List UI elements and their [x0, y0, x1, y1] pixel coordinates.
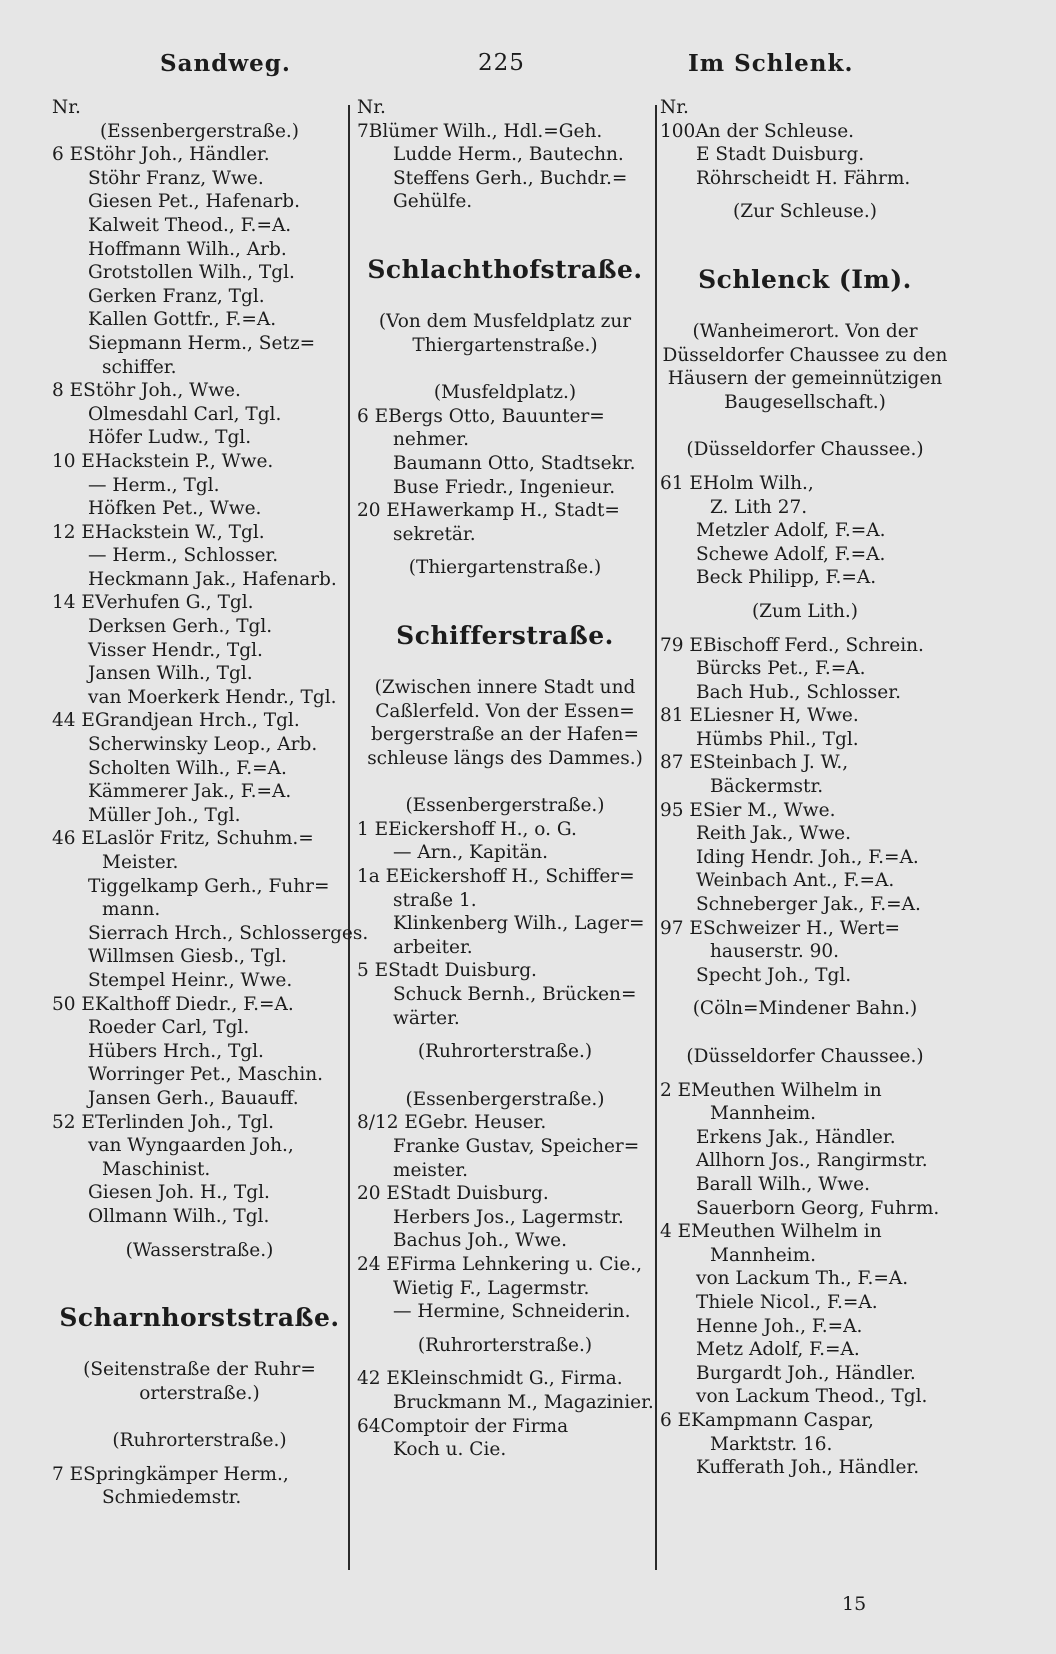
house-entry — [357, 499, 653, 523]
resident-line: van Wyngaarden Joh., — [88, 1135, 294, 1157]
section-note: (Ruhrorterstraße.) — [417, 1041, 593, 1063]
resident-line: Bachus Joh., Wwe. — [393, 1230, 567, 1252]
house-number: 5 E — [357, 960, 389, 982]
house-entry — [660, 1079, 950, 1103]
resident-line: Giesen Pet., Hafenarb. — [88, 191, 300, 213]
house-number: 95 E — [660, 799, 703, 821]
resident-line: Höfken Pet., Wwe. — [88, 498, 262, 520]
house-entry — [660, 751, 950, 775]
section-note: Häusern der gemeinnützigen — [667, 368, 943, 390]
resident-name: Grandjean Hrch., Tgl. — [94, 710, 300, 732]
section-note: (Essenbergerstraße.) — [99, 120, 300, 142]
resident-name: Verhufen G., Tgl. — [94, 592, 254, 614]
house-number: 8/12 E — [357, 1112, 418, 1134]
section-note: (Düsseldorfer Chaussee.) — [686, 1046, 924, 1067]
section-note: (Ruhrorterstraße.) — [112, 1430, 287, 1452]
header-left-street: Sandweg. — [160, 50, 291, 77]
resident-line: Burgardt Joh., Händler. — [696, 1362, 916, 1384]
resident-line: nehmer. — [393, 429, 469, 451]
resident-name: An der Schleuse. — [695, 120, 855, 142]
resident-line: Metzler Adolf, F.=A. — [696, 520, 886, 542]
resident-line: von Lackum Theod., Tgl. — [696, 1386, 928, 1408]
resident-name: Blümer Wilh., Hdl.=Geh. — [368, 120, 603, 142]
house-number: 2 E — [660, 1079, 692, 1101]
resident-line: Thiele Nicol., F.=A. — [696, 1291, 878, 1313]
house-number: 20 E — [357, 500, 400, 522]
spacer — [357, 652, 653, 676]
house-entry — [52, 1463, 347, 1487]
resident-line: Kalweit Theod., F.=A. — [88, 214, 292, 236]
spacer — [660, 1021, 950, 1045]
house-number: 52 E — [52, 1111, 95, 1133]
spacer — [357, 286, 653, 310]
resident-line: Marktstr. 16. — [710, 1433, 833, 1455]
street-title: Scharnhorststraße. — [59, 1303, 340, 1333]
column-3 — [660, 96, 950, 1480]
house-entry — [357, 1182, 653, 1206]
resident-name: Stadt Duisburg. — [388, 960, 537, 982]
house-number: 1 E — [357, 818, 389, 840]
resident-line: van Moerkerk Hendr., Tgl. — [88, 686, 337, 708]
spacer — [660, 190, 950, 200]
resident-line: Koch u. Cie. — [393, 1439, 507, 1461]
resident-name: Comptoir der Firma — [380, 1415, 569, 1437]
resident-line: Worringer Pet., Maschin. — [88, 1064, 324, 1086]
resident-name: Springkämper Herm., — [83, 1463, 289, 1485]
house-entry — [357, 818, 653, 842]
resident-line: Klinkenberg Wilh., Lager= — [393, 913, 645, 935]
spacer — [52, 1405, 347, 1429]
resident-line: Sierrach Hrch., Schlosserges. — [88, 922, 369, 944]
resident-name: Eickershoff H., Schiffer= — [399, 866, 635, 888]
resident-line: Meister. — [102, 852, 179, 873]
resident-line: Baumann Otto, Stadtsekr. — [393, 452, 636, 474]
resident-name: Firma Lehnkering u. Cie., — [399, 1253, 643, 1275]
resident-line: Stöhr Franz, Wwe. — [88, 167, 264, 189]
house-entry — [52, 521, 347, 545]
house-entry — [52, 709, 347, 733]
resident-line: Sauerborn Georg, Fuhrm. — [696, 1197, 940, 1219]
resident-name: Meuthen Wilhelm in — [691, 1221, 882, 1243]
resident-line: Giesen Joh. H., Tgl. — [88, 1182, 270, 1204]
house-entry — [52, 450, 347, 474]
resident-line: — Herm., Schlosser. — [88, 545, 279, 567]
house-number: 1a E — [357, 866, 400, 888]
column-3-entries — [660, 120, 950, 1480]
resident-name: Terlinden Joh., Tgl. — [94, 1111, 275, 1133]
section-note: Thiergartenstraße.) — [412, 334, 598, 356]
resident-line: Scholten Wilh., F.=A. — [88, 757, 287, 779]
resident-line: Gerken Franz, Tgl. — [88, 285, 265, 307]
section-note: (Düsseldorfer Chaussee.) — [686, 439, 924, 461]
street-title: Schlachthofstraße. — [367, 254, 643, 284]
resident-line: Schewe Adolf, F.=A. — [696, 543, 886, 565]
resident-line: Metz Adolf, F.=A. — [696, 1339, 860, 1361]
house-entry — [660, 1409, 950, 1433]
resident-name: Steinbach J. W., — [702, 752, 849, 774]
section-note: Baugesellschaft.) — [724, 391, 886, 413]
resident-line: Franke Gustav, Speicher= — [393, 1136, 640, 1157]
spacer — [52, 1334, 347, 1358]
resident-name: Stadt Duisburg. — [399, 1183, 549, 1205]
house-entry — [52, 1111, 347, 1135]
resident-line: Reith Jak., Wwe. — [696, 823, 852, 845]
resident-name: Laslör Fritz, Schuhm.= — [94, 828, 314, 850]
resident-line: Willmsen Giesb., Tgl. — [88, 946, 287, 968]
spacer — [357, 1030, 653, 1040]
spacer — [357, 580, 653, 620]
section-note: (Thiergartenstraße.) — [408, 557, 602, 579]
spacer — [660, 414, 950, 438]
section-note: (Zwischen innere Stadt und — [374, 676, 636, 698]
resident-line: Bürcks Pet., F.=A. — [696, 658, 866, 680]
nr-label: Nr. — [52, 97, 81, 118]
house-entry — [357, 959, 653, 983]
house-entry — [660, 634, 950, 658]
spacer — [660, 1069, 950, 1079]
house-number: 50 E — [52, 993, 95, 1015]
house-number: 87 E — [660, 752, 703, 774]
resident-line: Scherwinsky Leop., Arb. — [88, 734, 318, 756]
section-note: orterstraße.) — [139, 1382, 260, 1404]
spacer — [52, 1453, 347, 1463]
house-entry — [660, 472, 950, 496]
resident-line: Schuck Bernh., Brücken= — [393, 984, 637, 1006]
house-number: 10 E — [52, 450, 95, 472]
resident-line: Mannheim. — [710, 1103, 817, 1125]
house-number: 97 E — [660, 917, 703, 939]
spacer — [660, 987, 950, 997]
house-number: 46 E — [52, 828, 95, 850]
resident-line: Wietig F., Lagermstr. — [393, 1277, 590, 1299]
resident-line: Hoffmann Wilh., Arb. — [88, 238, 287, 260]
resident-name: Kampmann Caspar, — [691, 1409, 874, 1431]
column-2-entries — [357, 120, 653, 1462]
resident-name: Hackstein W., Tgl. — [94, 521, 265, 543]
spacer — [357, 214, 653, 254]
resident-line: arbeiter. — [393, 936, 473, 958]
resident-line: Maschinist. — [102, 1158, 211, 1180]
resident-line: mann. — [102, 899, 161, 921]
resident-line: — Hermine, Schneiderin. — [393, 1301, 631, 1323]
resident-line: Röhrscheidt H. Fährm. — [696, 167, 911, 189]
house-number: 8 E — [52, 380, 84, 402]
house-number: 64 — [357, 1415, 381, 1437]
resident-name: Kalthoff Diedr., F.=A. — [94, 993, 294, 1015]
resident-line: Schneberger Jak., F.=A. — [696, 894, 921, 916]
resident-name: Eickershoff H., o. G. — [388, 818, 577, 840]
section-note: (Von dem Musfeldplatz zur — [378, 310, 632, 332]
house-number: 6 E — [357, 405, 389, 427]
resident-line: Kallen Gottfr., F.=A. — [88, 309, 277, 331]
house-number: 7 — [357, 120, 369, 142]
house-entry — [357, 405, 653, 429]
header-right-street: Im Schlenk. — [688, 50, 854, 77]
spacer — [52, 1262, 347, 1302]
house-number: 79 E — [660, 634, 703, 656]
street-title: Schlenck (Im). — [698, 264, 912, 294]
column-divider — [655, 105, 657, 1570]
house-number: 20 E — [357, 1183, 400, 1205]
resident-line: — Arn., Kapitän. — [393, 842, 549, 864]
spacer — [660, 462, 950, 472]
spacer — [357, 357, 653, 381]
section-note: (Ruhrorterstraße.) — [417, 1334, 593, 1356]
resident-name: Stöhr Joh., Händler. — [83, 144, 270, 166]
resident-line: Roeder Carl, Tgl. — [88, 1017, 250, 1039]
resident-line: Ludde Herm., Bautechn. — [393, 144, 624, 166]
section-note: schleuse längs des Dammes.) — [367, 747, 643, 769]
spacer — [52, 1229, 347, 1239]
house-entry — [357, 1253, 653, 1277]
section-note: (Zum Lith.) — [751, 600, 859, 622]
resident-name: Kleinschmidt G., Firma. — [399, 1368, 623, 1390]
nr-label: Nr. — [660, 97, 689, 118]
house-number: 12 E — [52, 521, 95, 543]
spacer — [660, 590, 950, 600]
resident-name: Bergs Otto, Bauunter= — [388, 405, 605, 427]
spacer — [357, 546, 653, 556]
resident-line: Heckmann Jak., Hafenarb. — [88, 568, 337, 590]
page-number: 225 — [478, 50, 525, 76]
resident-name: Liesner H, Wwe. — [702, 705, 859, 727]
resident-line: Beck Philipp, F.=A. — [696, 567, 877, 589]
resident-line: sekretär. — [393, 523, 476, 545]
resident-line: Derksen Gerh., Tgl. — [88, 616, 273, 638]
house-entry — [357, 1415, 653, 1439]
resident-line: Mannheim. — [710, 1244, 817, 1266]
section-note: (Wasserstraße.) — [125, 1239, 274, 1261]
resident-name: Hawerkamp H., Stadt= — [399, 500, 620, 522]
section-note: (Cöln=Mindener Bahn.) — [692, 998, 918, 1020]
resident-line: Gehülfe. — [393, 191, 473, 213]
house-number: 6 E — [52, 144, 84, 166]
house-entry — [357, 1111, 653, 1135]
resident-line: Stempel Heinr., Wwe. — [88, 969, 293, 991]
house-entry — [52, 993, 347, 1017]
resident-line: Kufferath Joh., Händler. — [696, 1457, 920, 1479]
resident-line: Schmiedemstr. — [102, 1487, 242, 1509]
resident-name: Sier M., Wwe. — [702, 799, 836, 821]
spacer — [357, 1357, 653, 1367]
signature-number: 15 — [842, 1593, 867, 1615]
resident-line: wärter. — [393, 1007, 460, 1029]
resident-name: Schweizer H., Wert= — [702, 917, 901, 939]
section-note: (Zur Schleuse.) — [733, 201, 877, 223]
house-number: 44 E — [52, 710, 95, 732]
house-entry — [357, 120, 653, 144]
section-note: bergerstraße an der Hafen= — [371, 724, 639, 746]
house-number: 61 E — [660, 472, 703, 494]
house-number: 14 E — [52, 592, 95, 614]
resident-line: Bäckermstr. — [710, 776, 824, 798]
resident-line: Henne Joh., F.=A. — [696, 1315, 863, 1337]
house-entry — [52, 827, 347, 851]
section-note: Caßlerfeld. Von der Essen= — [375, 700, 635, 722]
resident-line: Buse Friedr., Ingenieur. — [393, 476, 616, 498]
resident-line: von Lackum Th., F.=A. — [696, 1268, 909, 1290]
spacer — [660, 296, 950, 320]
house-number: 7 E — [52, 1463, 84, 1485]
resident-line: Visser Hendr., Tgl. — [88, 639, 263, 661]
house-entry — [52, 143, 347, 167]
resident-line: Herbers Jos., Lagermstr. — [393, 1206, 624, 1228]
resident-line: Ollmann Wilh., Tgl. — [88, 1205, 270, 1227]
section-note: Düsseldorfer Chaussee zu den — [662, 344, 948, 366]
house-number: 42 E — [357, 1368, 400, 1390]
resident-name: Bischoff Ferd., Schrein. — [702, 634, 924, 656]
section-note: (Essenbergerstraße.) — [405, 1088, 605, 1110]
resident-line: hauserstr. 90. — [710, 941, 840, 963]
spacer — [357, 770, 653, 794]
page-header — [0, 50, 1056, 90]
resident-line: — Herm., Tgl. — [88, 474, 220, 496]
resident-line: Z. Lith 27. — [710, 496, 808, 518]
house-number: 4 E — [660, 1221, 692, 1243]
resident-line: Hübers Hrch., Tgl. — [88, 1040, 264, 1062]
resident-line: Jansen Wilh., Tgl. — [88, 663, 253, 685]
house-entry — [52, 379, 347, 403]
spacer — [357, 1324, 653, 1334]
column-2 — [357, 96, 653, 1462]
resident-line: Siepmann Herm., Setz= — [88, 332, 316, 354]
resident-line: Grotstollen Wilh., Tgl. — [88, 262, 295, 284]
resident-name: Meuthen Wilhelm in — [691, 1079, 882, 1101]
section-note: (Wanheimerort. Von der — [692, 320, 918, 342]
house-entry — [357, 865, 653, 889]
resident-line: Olmesdahl Carl, Tgl. — [88, 403, 282, 425]
resident-line: Jansen Gerh., Bauauff. — [88, 1087, 299, 1109]
section-note: (Musfeldplatz.) — [433, 382, 577, 404]
resident-line: Kämmerer Jak., F.=A. — [88, 781, 292, 803]
resident-name: Stöhr Joh., Wwe. — [83, 380, 241, 402]
house-number: 100 — [660, 120, 696, 142]
resident-name: Hackstein P., Wwe. — [94, 450, 274, 472]
spacer — [660, 224, 950, 264]
house-entry — [660, 917, 950, 941]
section-note: (Seitenstraße der Ruhr= — [83, 1359, 316, 1381]
spacer — [357, 1064, 653, 1088]
section-note: (Essenbergerstraße.) — [405, 795, 605, 817]
house-entry — [660, 704, 950, 728]
house-number: 81 E — [660, 705, 703, 727]
house-entry — [660, 799, 950, 823]
nr-label: Nr. — [357, 97, 386, 118]
house-entry — [660, 120, 950, 144]
column-divider — [348, 105, 350, 1570]
spacer — [660, 624, 950, 634]
resident-line: Höfer Ludw., Tgl. — [88, 427, 252, 449]
resident-name: Gebr. Heuser. — [417, 1112, 547, 1134]
resident-line: Erkens Jak., Händler. — [696, 1126, 896, 1148]
house-number: 24 E — [357, 1253, 400, 1275]
house-entry — [357, 1367, 653, 1391]
resident-line: Hümbs Phil., Tgl. — [696, 728, 859, 750]
house-entry — [660, 1220, 950, 1244]
house-number: 6 E — [660, 1409, 692, 1431]
resident-line: Iding Hendr. Joh., F.=A. — [696, 846, 919, 868]
resident-line: E Stadt Duisburg. — [696, 144, 865, 166]
resident-line: Steffens Gerh., Buchdr.= — [393, 167, 628, 189]
resident-line: Tiggelkamp Gerh., Fuhr= — [88, 875, 330, 897]
resident-line: Barall Wilh., Wwe. — [696, 1173, 870, 1195]
resident-line: Bach Hub., Schlosser. — [696, 681, 901, 703]
resident-line: Müller Joh., Tgl. — [88, 804, 241, 826]
house-entry — [52, 591, 347, 615]
resident-line: Specht Joh., Tgl. — [696, 964, 852, 986]
resident-line: Bruckmann M., Magazinier. — [393, 1391, 654, 1413]
resident-name: Holm Wilh., — [702, 472, 814, 494]
resident-line: Weinbach Ant., F.=A. — [696, 870, 895, 892]
resident-line: straße 1. — [393, 889, 477, 911]
resident-line: meister. — [393, 1159, 468, 1181]
resident-line: schiffer. — [102, 356, 177, 378]
street-title: Schifferstraße. — [396, 620, 614, 650]
resident-line: Allhorn Jos., Rangirmstr. — [696, 1150, 928, 1172]
